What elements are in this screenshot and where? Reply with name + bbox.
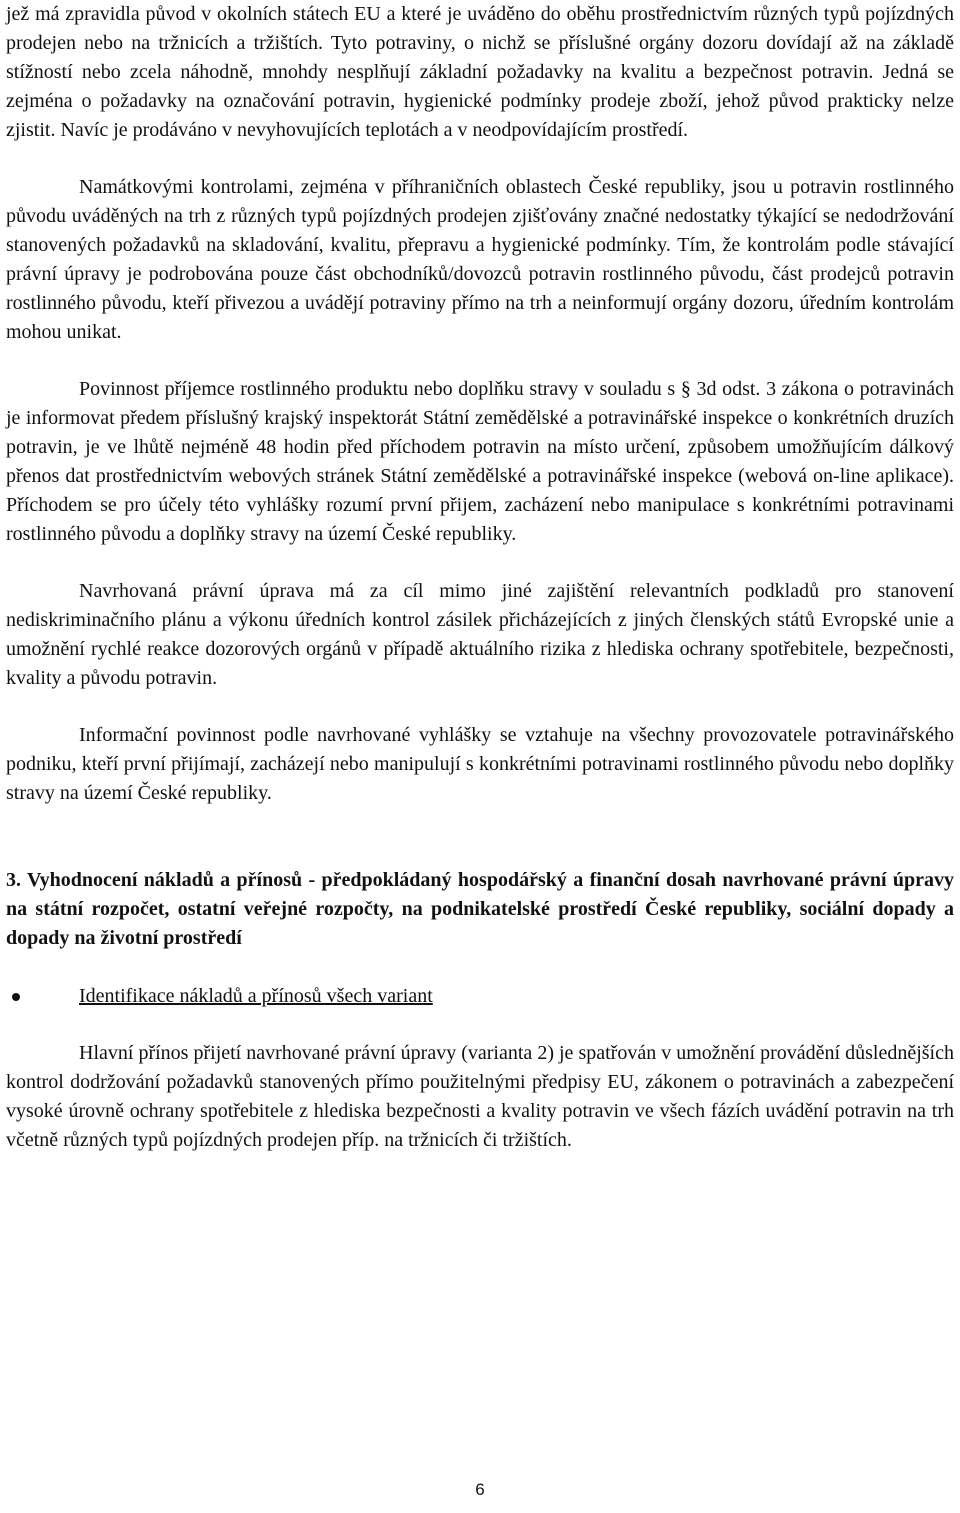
paragraph-information-obligation: Informační povinnost podle navrhované vyhlášky se vztahuje na všechny provozovatele potravinářského podniku, kteří první přijímají, zacházejí nebo manipulují s konkrétními potravinami rostlinného původu nebo doplňky stravy na území České republiky.	[6, 724, 954, 804]
paragraph-intro-continued: jež má zpravidla původ v okolních státech EU a které je uváděno do oběhu prostřednictvím různých typů pojízdných prodejen nebo na tržnicích a tržištích. Tyto potraviny, o nichž se příslušné orgány dozoru dovídají až na základě stížností nebo zcela náhodně, mnohdy nesplňují základní požadavky na kvalitu a bezpečnost potravin. Jedná se zejména o požadavky na označování potravin, hygienické podmínky prodeje zboží, jehož původ prakticky nelze zjistit. Navíc je prodáváno v nevyhovujících teplotách a v neodpovídajícím prostředí.	[6, 3, 954, 141]
paragraph-proposed-regulation-goal: Navrhovaná právní úprava má za cíl mimo jiné zajištění relevantních podkladů pro stanovení nediskriminačního plánu a výkonu úředních kontrol zásilek přicházejících z jiných členských států Evropské unie a umožnění rychlé reakce dozorových orgánů v případě aktuálního rizika z hlediska ochrany spotřebitele, bezpečnosti, kvality a původu potravin.	[6, 580, 954, 689]
bullet-list-item	[6, 982, 954, 1011]
bullet-icon	[12, 993, 20, 1001]
document-page	[6, 0, 954, 1155]
paragraph-main-benefit: Hlavní přínos přijetí navrhované právní úpravy (varianta 2) je spatřován v umožnění provádění důslednějších kontrol dodržování požadavků stanovených přímo použitelnými předpisy EU, zákonem o potravinách a zabezpečení vysoké úrovně ochrany spotřebitele z hlediska bezpečnosti a kvality potravin ve všech fázích uvádění potravin na trh včetně různých typů pojízdných prodejen příp. na tržnicích či tržištích.	[6, 1042, 954, 1151]
page-number: 6	[475, 1480, 485, 1499]
bullet-item-label: Identifikace nákladů a přínosů všech variant	[79, 985, 433, 1007]
paragraph-random-inspections: Namátkovými kontrolami, zejména v příhraničních oblastech České republiky, jsou u potravin rostlinného původu uváděných na trh z různých typů pojízdných prodejen zjišťovány značné nedostatky týkající se nedodržování stanovených požadavků na skladování, kvalitu, přepravu a hygienické podmínky. Tím, že kontrolám podle stávající právní úpravy je podrobována pouze část obchodníků/dovozců potravin rostlinného původu, část prodejců potravin rostlinného původu, kteří přivezou a uvádějí potraviny přímo na trh a neinformují orgány dozoru, úředním kontrolám mohou unikat.	[6, 176, 954, 343]
paragraph-recipient-obligation: Povinnost příjemce rostlinného produktu nebo doplňku stravy v souladu s § 3d odst. 3 zákona o potravinách je informovat předem příslušný krajský inspektorát Státní zemědělské a potravinářské inspekce o konkrétních druzích potravin, je ve lhůtě nejméně 48 hodin před příchodem potravin na místo určení, způsobem umožňujícím dálkový přenos dat prostřednictvím webových stránek Státní zemědělské a potravinářské inspekce (webová on-line aplikace). Příchodem se pro účely této vyhlášky rozumí první přijem, zacházení nebo manipulace s konkrétními potravinami rostlinného původu a doplňky stravy na území České republiky.	[6, 378, 954, 545]
section-heading: 3. Vyhodnocení nákladů a přínosů - předpokládaný hospodářský a finanční dosah navrhované právní úpravy na státní rozpočet, ostatní veřejné rozpočty, na podnikatelské prostředí České republiky, sociální dopady a dopady na životní prostředí	[6, 869, 954, 949]
